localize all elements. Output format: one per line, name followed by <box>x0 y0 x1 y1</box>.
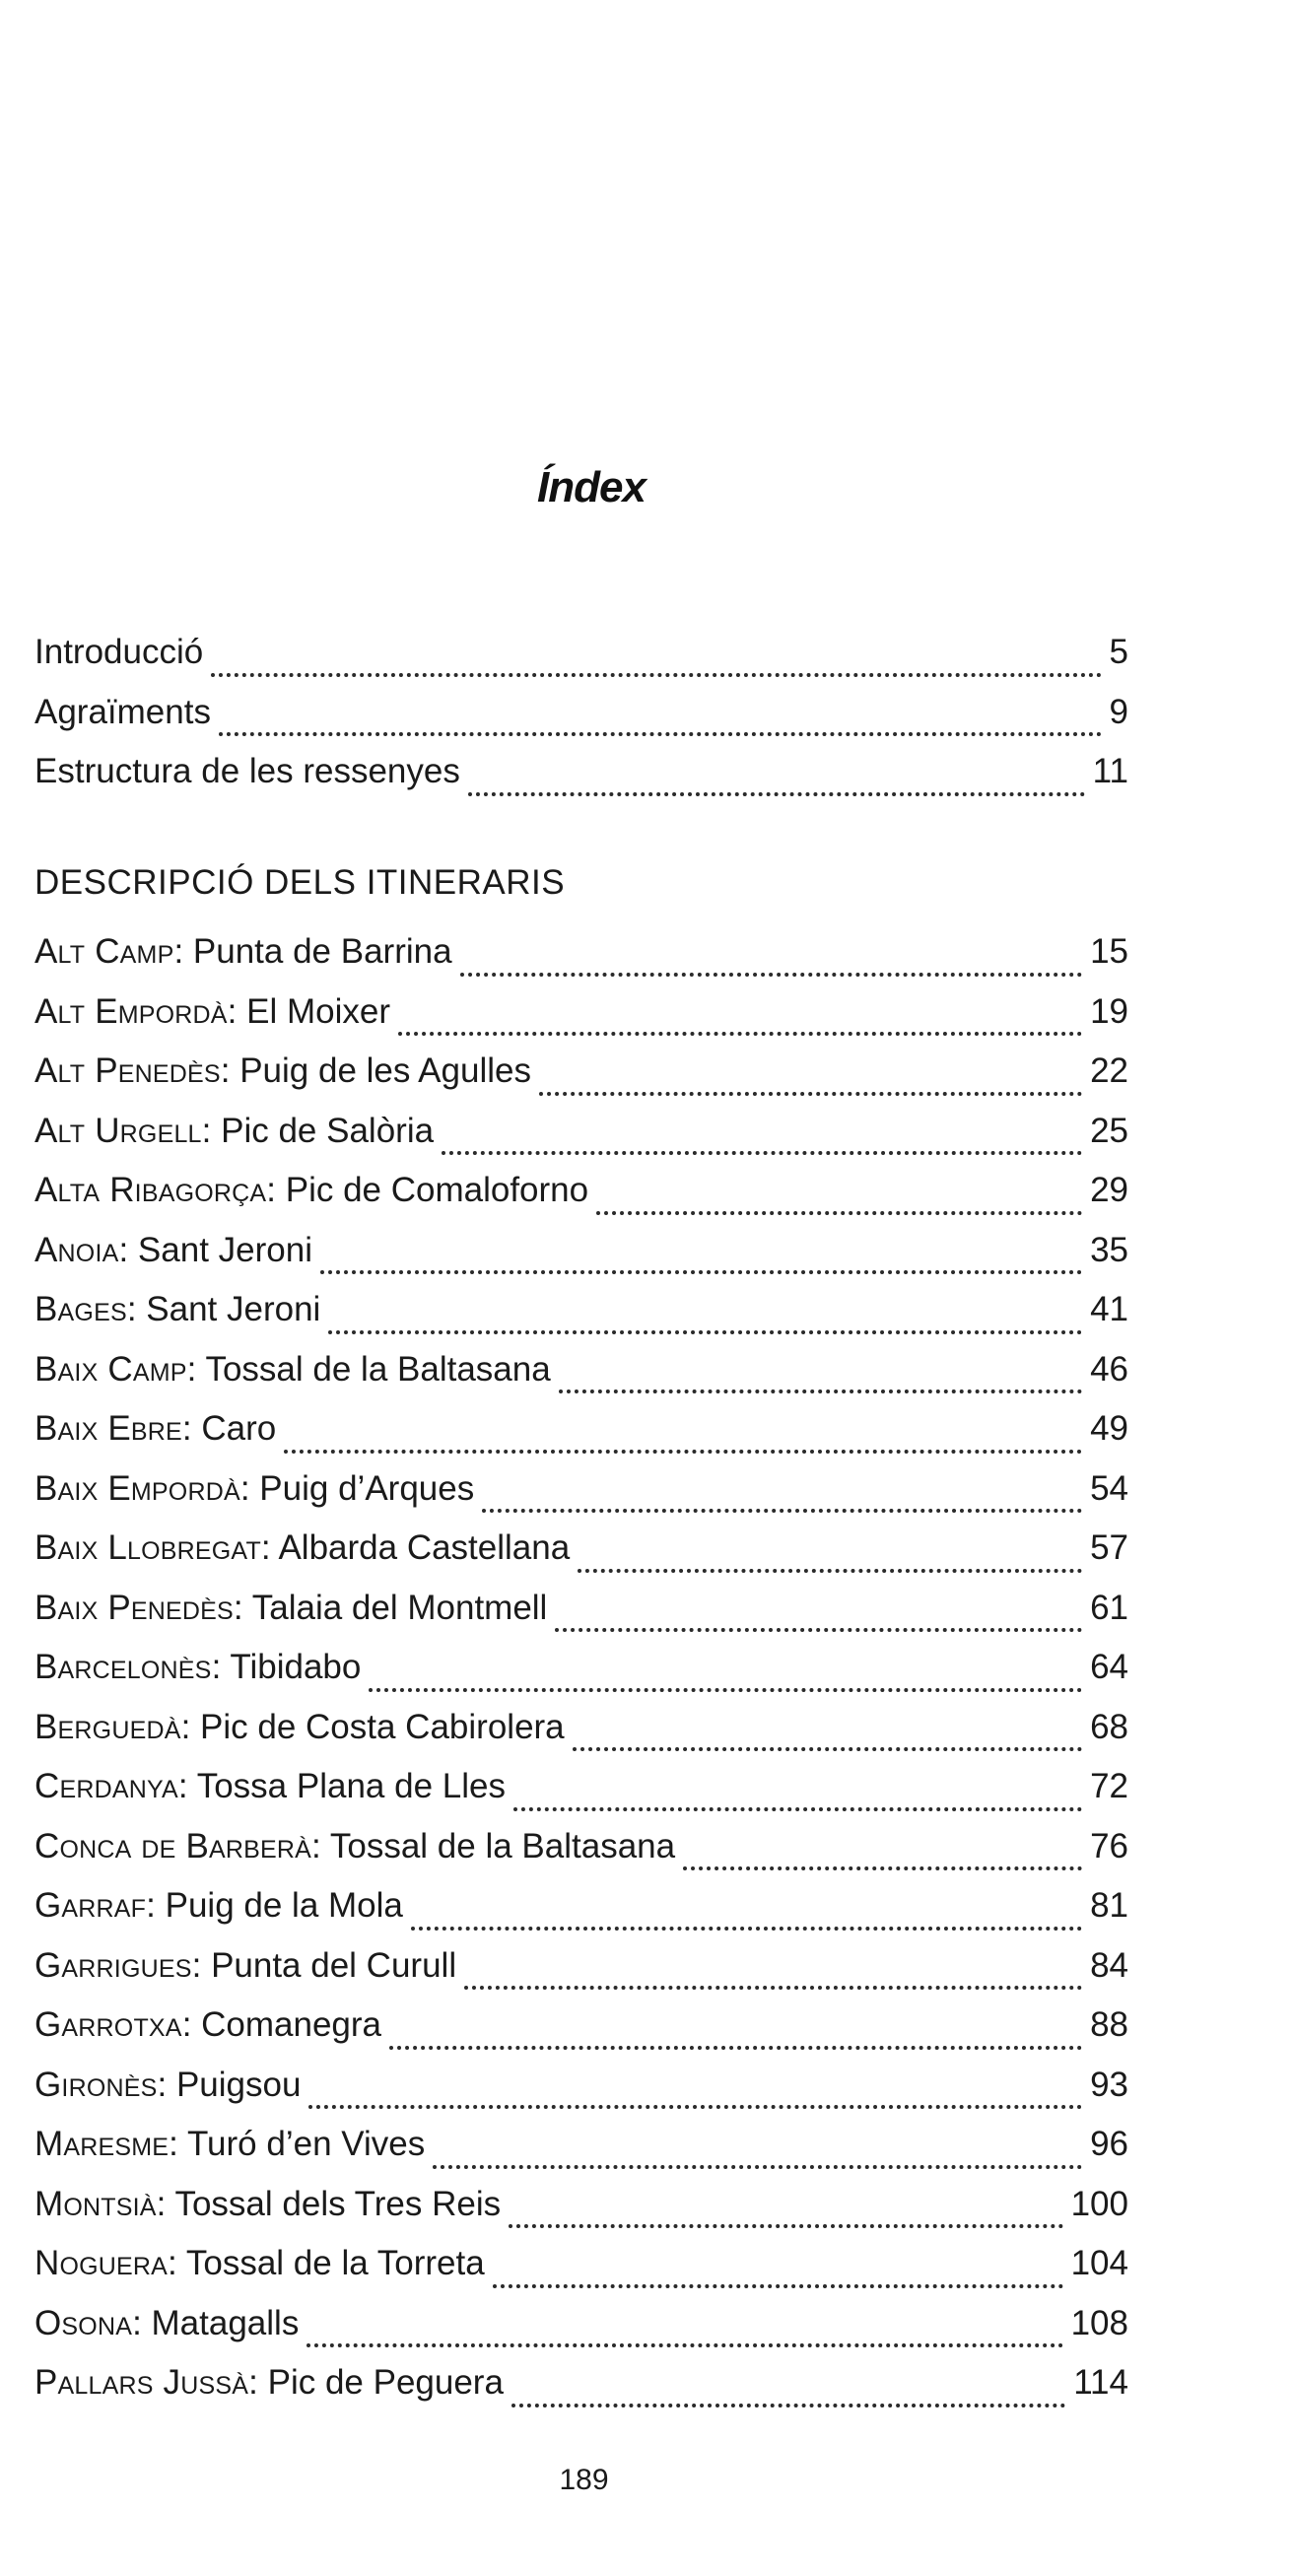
toc-entry <box>34 1221 1128 1281</box>
dot-leader <box>320 1236 1082 1274</box>
peak-name: El Moixer <box>246 991 390 1031</box>
front-matter-list <box>34 623 1128 802</box>
toc-entry-label <box>34 1102 442 1162</box>
peak-name: Talaia del Montmell <box>251 1588 548 1627</box>
region-separator: : <box>201 1111 222 1150</box>
toc-entry-page: 84 <box>1090 1945 1128 1985</box>
toc-entry-label <box>34 1399 284 1459</box>
toc-entry <box>34 922 1128 983</box>
dot-leader <box>493 2250 1063 2288</box>
dot-leader <box>482 1474 1082 1513</box>
toc-entry-page: 81 <box>1090 1886 1128 1925</box>
toc-entry <box>34 1757 1128 1817</box>
dot-leader <box>411 1892 1082 1931</box>
toc-entry-label: Estructura de les ressenyes <box>34 752 460 790</box>
region-name: Garrotxa <box>34 2005 182 2044</box>
dot-leader <box>573 1713 1082 1751</box>
toc-entry <box>34 1579 1128 1639</box>
region-name: Garrigues <box>34 1945 192 1985</box>
toc-entry-label <box>34 1817 683 1877</box>
dot-leader <box>442 1117 1082 1155</box>
peak-name: Puig de les Agulles <box>239 1051 531 1090</box>
region-separator: : <box>173 932 193 971</box>
dot-leader <box>468 758 1085 796</box>
region-name: Anoia <box>34 1230 119 1269</box>
dot-leader <box>555 1593 1082 1632</box>
toc-entry-page: 68 <box>1090 1707 1128 1746</box>
region-separator: : <box>177 1767 197 1805</box>
toc-entry-label <box>34 983 398 1043</box>
peak-name: Tossal de la Baltasana <box>329 1826 676 1865</box>
dot-leader <box>433 2131 1082 2169</box>
peak-name: Sant Jeroni <box>137 1230 312 1269</box>
region-separator: : <box>260 1528 279 1567</box>
region-separator: : <box>181 1409 202 1448</box>
peak-name: Tossal de la Torreta <box>185 2244 485 2282</box>
toc-entry <box>34 1936 1128 1997</box>
region-separator: : <box>169 2125 187 2163</box>
toc-entry <box>34 2353 1128 2413</box>
toc-entry-page: 88 <box>1090 2005 1128 2044</box>
region-name: Baix Camp <box>34 1349 187 1389</box>
region-name: Alt Urgell <box>34 1111 202 1150</box>
toc-entry <box>34 683 1128 743</box>
toc-entry-page: 11 <box>1092 752 1128 790</box>
toc-entry <box>34 2294 1128 2354</box>
region-name: Baix Empordà <box>34 1468 240 1508</box>
region-separator: : <box>126 1290 147 1328</box>
peak-name: Puigsou <box>175 2065 302 2104</box>
toc-entry-page: 93 <box>1090 2065 1128 2104</box>
peak-name: Puig de la Mola <box>165 1886 403 1925</box>
toc-entry <box>34 2175 1128 2235</box>
region-separator: : <box>181 2005 202 2044</box>
region-name: Garraf <box>34 1886 147 1925</box>
toc-entry-label: Introducció <box>34 633 204 671</box>
peak-name: Puig d’Arques <box>259 1468 475 1508</box>
toc-entry <box>34 1340 1128 1400</box>
peak-name: Comanegra <box>201 2005 382 2044</box>
region-name: Alta Ribagorça <box>34 1171 267 1209</box>
toc-entry-label <box>34 2115 433 2175</box>
region-name: Noguera <box>34 2244 169 2282</box>
toc-entry-label <box>34 1519 578 1579</box>
region-separator: : <box>239 1468 260 1508</box>
dot-leader <box>460 938 1082 977</box>
region-name: Alt Empordà <box>34 991 228 1031</box>
peak-name: Matagalls <box>151 2303 300 2342</box>
region-separator: : <box>118 1230 138 1269</box>
toc-entry <box>34 1876 1128 1936</box>
region-separator: : <box>132 2303 152 2342</box>
toc-entry-page: 49 <box>1090 1409 1128 1448</box>
toc-entry-label <box>34 1638 369 1698</box>
toc-entry-page: 19 <box>1090 991 1128 1031</box>
dot-leader <box>211 639 1101 677</box>
toc-entry-page: 104 <box>1070 2244 1128 2282</box>
toc-entry-page: 41 <box>1090 1290 1128 1328</box>
dot-leader <box>539 1057 1082 1096</box>
region-separator: : <box>211 1648 231 1686</box>
toc-entry <box>34 623 1128 683</box>
region-name: Alt Penedès <box>34 1051 221 1090</box>
dot-leader <box>308 2070 1082 2109</box>
peak-name: Tossal dels Tres Reis <box>174 2184 502 2223</box>
dot-leader <box>389 2011 1082 2050</box>
toc-entry-label <box>34 1936 464 1997</box>
region-name: Osona <box>34 2303 133 2342</box>
toc-entry <box>34 1817 1128 1877</box>
peak-name: Pic de Costa Cabirolera <box>200 1707 565 1746</box>
dot-leader <box>596 1177 1082 1215</box>
page-number: 189 <box>559 2464 609 2496</box>
toc-entry-label <box>34 1459 482 1520</box>
toc-entry <box>34 1399 1128 1459</box>
peak-name: Tibidabo <box>230 1648 362 1686</box>
peak-name: Punta de Barrina <box>192 932 452 971</box>
region-name: Baix Penedès <box>34 1588 234 1627</box>
region-separator: : <box>180 1707 201 1746</box>
region-name: Alt Camp <box>34 932 174 971</box>
peak-name: Tossal de la Baltasana <box>205 1349 551 1389</box>
region-name: Pallars Jussà <box>34 2363 249 2402</box>
toc-entry-page: 100 <box>1070 2184 1128 2223</box>
toc-entry-label <box>34 1996 389 2056</box>
toc-entry-page: 9 <box>1109 692 1128 731</box>
region-separator: : <box>168 2244 186 2282</box>
toc-entry-label <box>34 2175 509 2235</box>
toc-entry-page: 76 <box>1090 1826 1128 1865</box>
toc-entry <box>34 1161 1128 1221</box>
toc-entry-label <box>34 1221 320 1281</box>
toc-entry <box>34 1996 1128 2056</box>
toc-entry <box>34 1638 1128 1698</box>
peak-name: Albarda Castellana <box>278 1528 571 1567</box>
region-separator: : <box>146 1886 166 1925</box>
peak-name: Pic de Peguera <box>267 2363 504 2402</box>
toc-entry-page: 22 <box>1090 1051 1128 1090</box>
toc-entry-page: 72 <box>1090 1767 1128 1805</box>
dot-leader <box>328 1296 1082 1334</box>
region-separator: : <box>156 2184 175 2223</box>
toc-entry-label <box>34 2353 511 2413</box>
region-separator: : <box>186 1349 206 1389</box>
region-name: Cerdanya <box>34 1767 178 1805</box>
toc-entry-page: 15 <box>1090 932 1128 971</box>
region-separator: : <box>233 1588 252 1627</box>
peak-name: Punta del Curull <box>211 1945 457 1985</box>
toc-entry-label <box>34 1340 559 1400</box>
toc-entry <box>34 2234 1128 2294</box>
region-name: Montsià <box>34 2184 157 2223</box>
dot-leader <box>683 1832 1082 1870</box>
toc-entry-page: 25 <box>1090 1111 1128 1150</box>
dot-leader <box>464 1951 1082 1990</box>
region-name: Berguedà <box>34 1707 181 1746</box>
peak-name: Caro <box>201 1409 277 1448</box>
region-name: Maresme <box>34 2125 170 2163</box>
toc-entry-page: 108 <box>1070 2303 1128 2342</box>
toc-entry <box>34 1519 1128 1579</box>
toc-entry-page: 64 <box>1090 1648 1128 1686</box>
toc-entry-label <box>34 1161 596 1221</box>
toc-entry-page: 114 <box>1073 2363 1128 2402</box>
toc-entry-page: 57 <box>1090 1528 1128 1567</box>
toc-entry-page: 29 <box>1090 1171 1128 1209</box>
peak-name: Tossa Plana de Lles <box>196 1767 506 1805</box>
toc-entry <box>34 1459 1128 1520</box>
dot-leader <box>284 1415 1082 1454</box>
toc-entry <box>34 1102 1128 1162</box>
region-separator: : <box>227 991 247 1031</box>
toc-entry-label <box>34 1757 513 1817</box>
toc-entry <box>34 1698 1128 1758</box>
dot-leader <box>306 2309 1062 2347</box>
dot-leader <box>578 1534 1082 1573</box>
toc-entry-page: 54 <box>1090 1468 1128 1508</box>
toc-entry <box>34 2056 1128 2116</box>
region-name: Baix Ebre <box>34 1409 182 1448</box>
itinerary-list <box>34 922 1128 2413</box>
region-name: Bages <box>34 1290 127 1328</box>
toc-entry-label <box>34 1042 539 1102</box>
toc-entry-page: 46 <box>1090 1349 1128 1389</box>
dot-leader <box>513 1773 1082 1811</box>
dot-leader <box>369 1654 1082 1692</box>
section-heading: DESCRIPCIÓ DELS ITINERARIS <box>34 863 566 902</box>
page-title: Índex <box>537 463 646 511</box>
peak-name: Pic de Comaloforno <box>285 1171 589 1209</box>
region-separator: : <box>191 1945 212 1985</box>
dot-leader <box>219 698 1102 736</box>
toc-entry-label <box>34 1280 328 1340</box>
region-separator: : <box>157 2065 176 2104</box>
region-separator: : <box>311 1826 330 1865</box>
region-separator: : <box>266 1171 286 1209</box>
toc-entry-label <box>34 1579 555 1639</box>
toc-entry-label <box>34 1876 411 1936</box>
toc-entry-label <box>34 2294 306 2354</box>
region-separator: : <box>248 2363 268 2402</box>
dot-leader <box>511 2369 1065 2407</box>
toc-entry <box>34 1042 1128 1102</box>
toc-entry <box>34 2115 1128 2175</box>
toc-entry-label <box>34 2234 493 2294</box>
region-name: Barcelonès <box>34 1648 212 1686</box>
toc-entry <box>34 742 1128 802</box>
peak-name: Turó d’en Vives <box>186 2125 426 2163</box>
dot-leader <box>398 997 1082 1036</box>
toc-entry-page: 5 <box>1109 633 1128 671</box>
dot-leader <box>509 2190 1062 2228</box>
toc-entry <box>34 983 1128 1043</box>
toc-entry-label <box>34 922 460 983</box>
peak-name: Sant Jeroni <box>146 1290 321 1328</box>
toc-entry-label <box>34 2056 308 2116</box>
region-separator: : <box>220 1051 240 1090</box>
toc-entry-label <box>34 1698 573 1758</box>
peak-name: Pic de Salòria <box>221 1111 435 1150</box>
region-name: Baix Llobregat <box>34 1528 261 1567</box>
region-name: Conca de Barberà <box>34 1826 312 1865</box>
toc-entry <box>34 1280 1128 1340</box>
toc-entry-page: 35 <box>1090 1230 1128 1269</box>
toc-entry-label: Agraïments <box>34 692 211 731</box>
dot-leader <box>559 1355 1082 1393</box>
toc-entry-page: 61 <box>1090 1588 1128 1627</box>
region-name: Gironès <box>34 2065 158 2104</box>
toc-entry-page: 96 <box>1090 2125 1128 2163</box>
